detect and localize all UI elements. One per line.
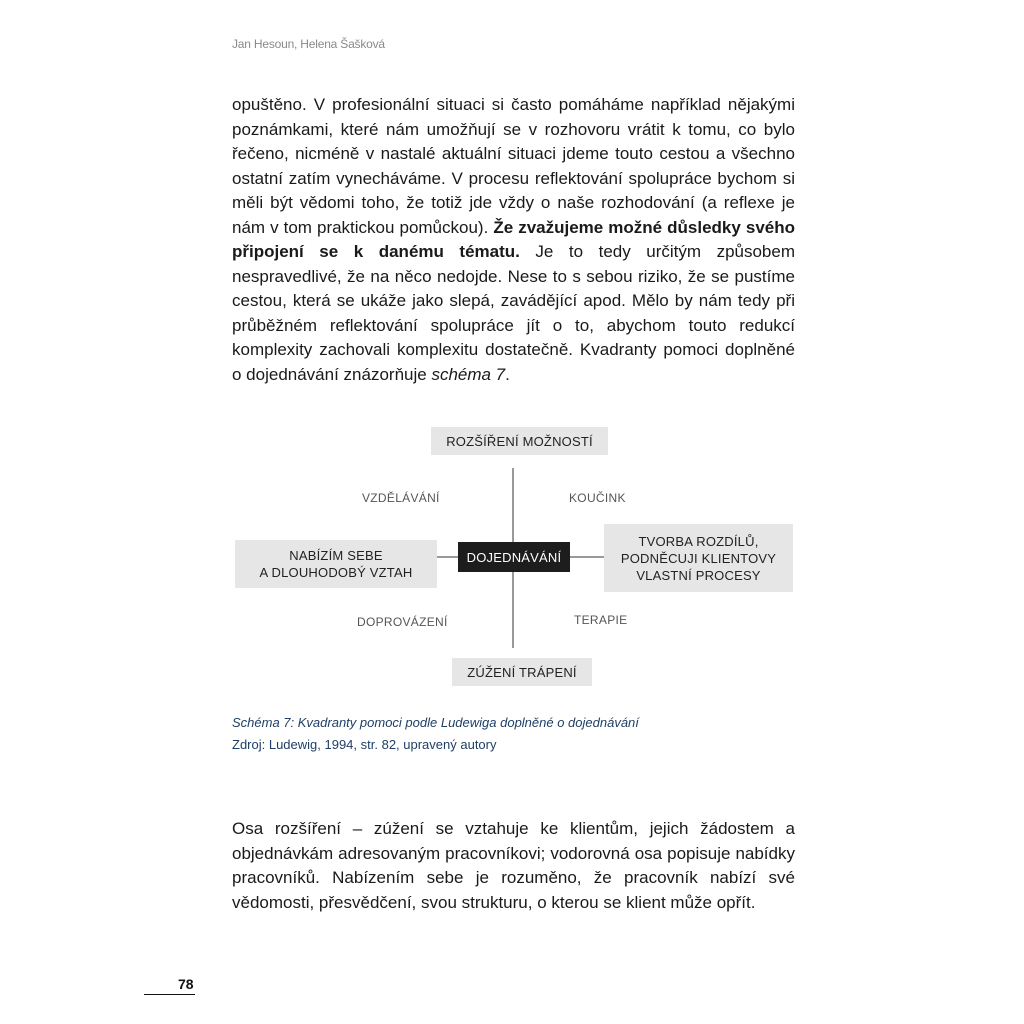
body-paragraph-1 xyxy=(232,93,795,387)
bottom-box: ZÚŽENÍ TRÁPENÍ xyxy=(452,658,592,686)
top-box: ROZŠÍŘENÍ MOŽNOSTÍ xyxy=(431,427,608,455)
left-box xyxy=(235,540,437,588)
running-head: Jan Hesoun, Helena Šašková xyxy=(232,37,385,51)
para1-bold: Že zvažujeme možné důsledky svého připojení se k danému tématu. xyxy=(232,217,795,261)
right-box-line1: TVORBA ROZDÍLŮ, xyxy=(638,533,759,549)
quadrant-label-bottom-right: TERAPIE xyxy=(574,613,628,627)
left-box-line2: A DLOUHODOBÝ VZTAH xyxy=(259,565,413,580)
para1-end: . xyxy=(505,364,510,384)
para1-text-b: Je to tedy určitým způsobem nespravedlivé, že na něco nedojde. Nese to s sebou riziko, že se pustíme cestou, která se ukáže jako slepá, zavádějící apod. Mělo by nám tedy při průběžném reflektování spolupráce jít o to, abychom touto redukcí komplexity zachovali komplexitu dostatečně. Kvadranty pomoci doplněné o dojednávání znázorňuje xyxy=(232,242,796,384)
para1-italic-ref: schéma 7 xyxy=(431,364,506,384)
right-box-line3: VLASTNÍ PROCESY xyxy=(636,567,761,583)
page-number: 78 xyxy=(178,976,194,992)
quadrant-label-top-right: KOUČINK xyxy=(569,491,626,505)
figure-source: Zdroj: Ludewig, 1994, str. 82, upravený autory xyxy=(232,737,497,752)
quadrant-label-top-left: VZDĚLÁVÁNÍ xyxy=(362,491,440,505)
center-box: DOJEDNÁVÁNÍ xyxy=(458,542,570,572)
page-number-rule xyxy=(144,994,195,995)
left-box-line1: NABÍZÍM SEBE xyxy=(289,548,383,563)
figure-caption: Schéma 7: Kvadranty pomoci podle Ludewiga doplněné o dojednávání xyxy=(232,715,639,730)
right-box-line2: PODNĚCUJI KLIENTOVY xyxy=(620,550,777,566)
body-paragraph-2: Osa rozšíření – zúžení se vztahuje ke klientům, jejich žádostem a objednávkám adresovaným pracovníkovi; vodorovná osa popisuje nabídky pracovníků. Nabízením sebe je rozuměno, že pracovník nabízí své vědomosti, přesvědčení, svou strukturu, o kterou se klient může opřít. xyxy=(232,819,795,912)
para1-text-a: opuštěno. V profesionální situaci si často pomáháme například nějakými poznámkami, které nám umožňují se v rozhovoru vrátit k tomu, co bylo řečeno, nicméně v nastalé aktuální situaci jdeme touto cestou a všechno ostatní zatím vynecháváme. V procesu reflektování spolupráce bychom si měli být vědomi toho, že totiž jde vždy o naše rozhodování (a reflexe je nám v tom praktickou pomůckou). xyxy=(232,95,795,237)
quadrant-label-bottom-left: DOPROVÁZENÍ xyxy=(357,615,448,629)
right-box xyxy=(604,524,793,592)
